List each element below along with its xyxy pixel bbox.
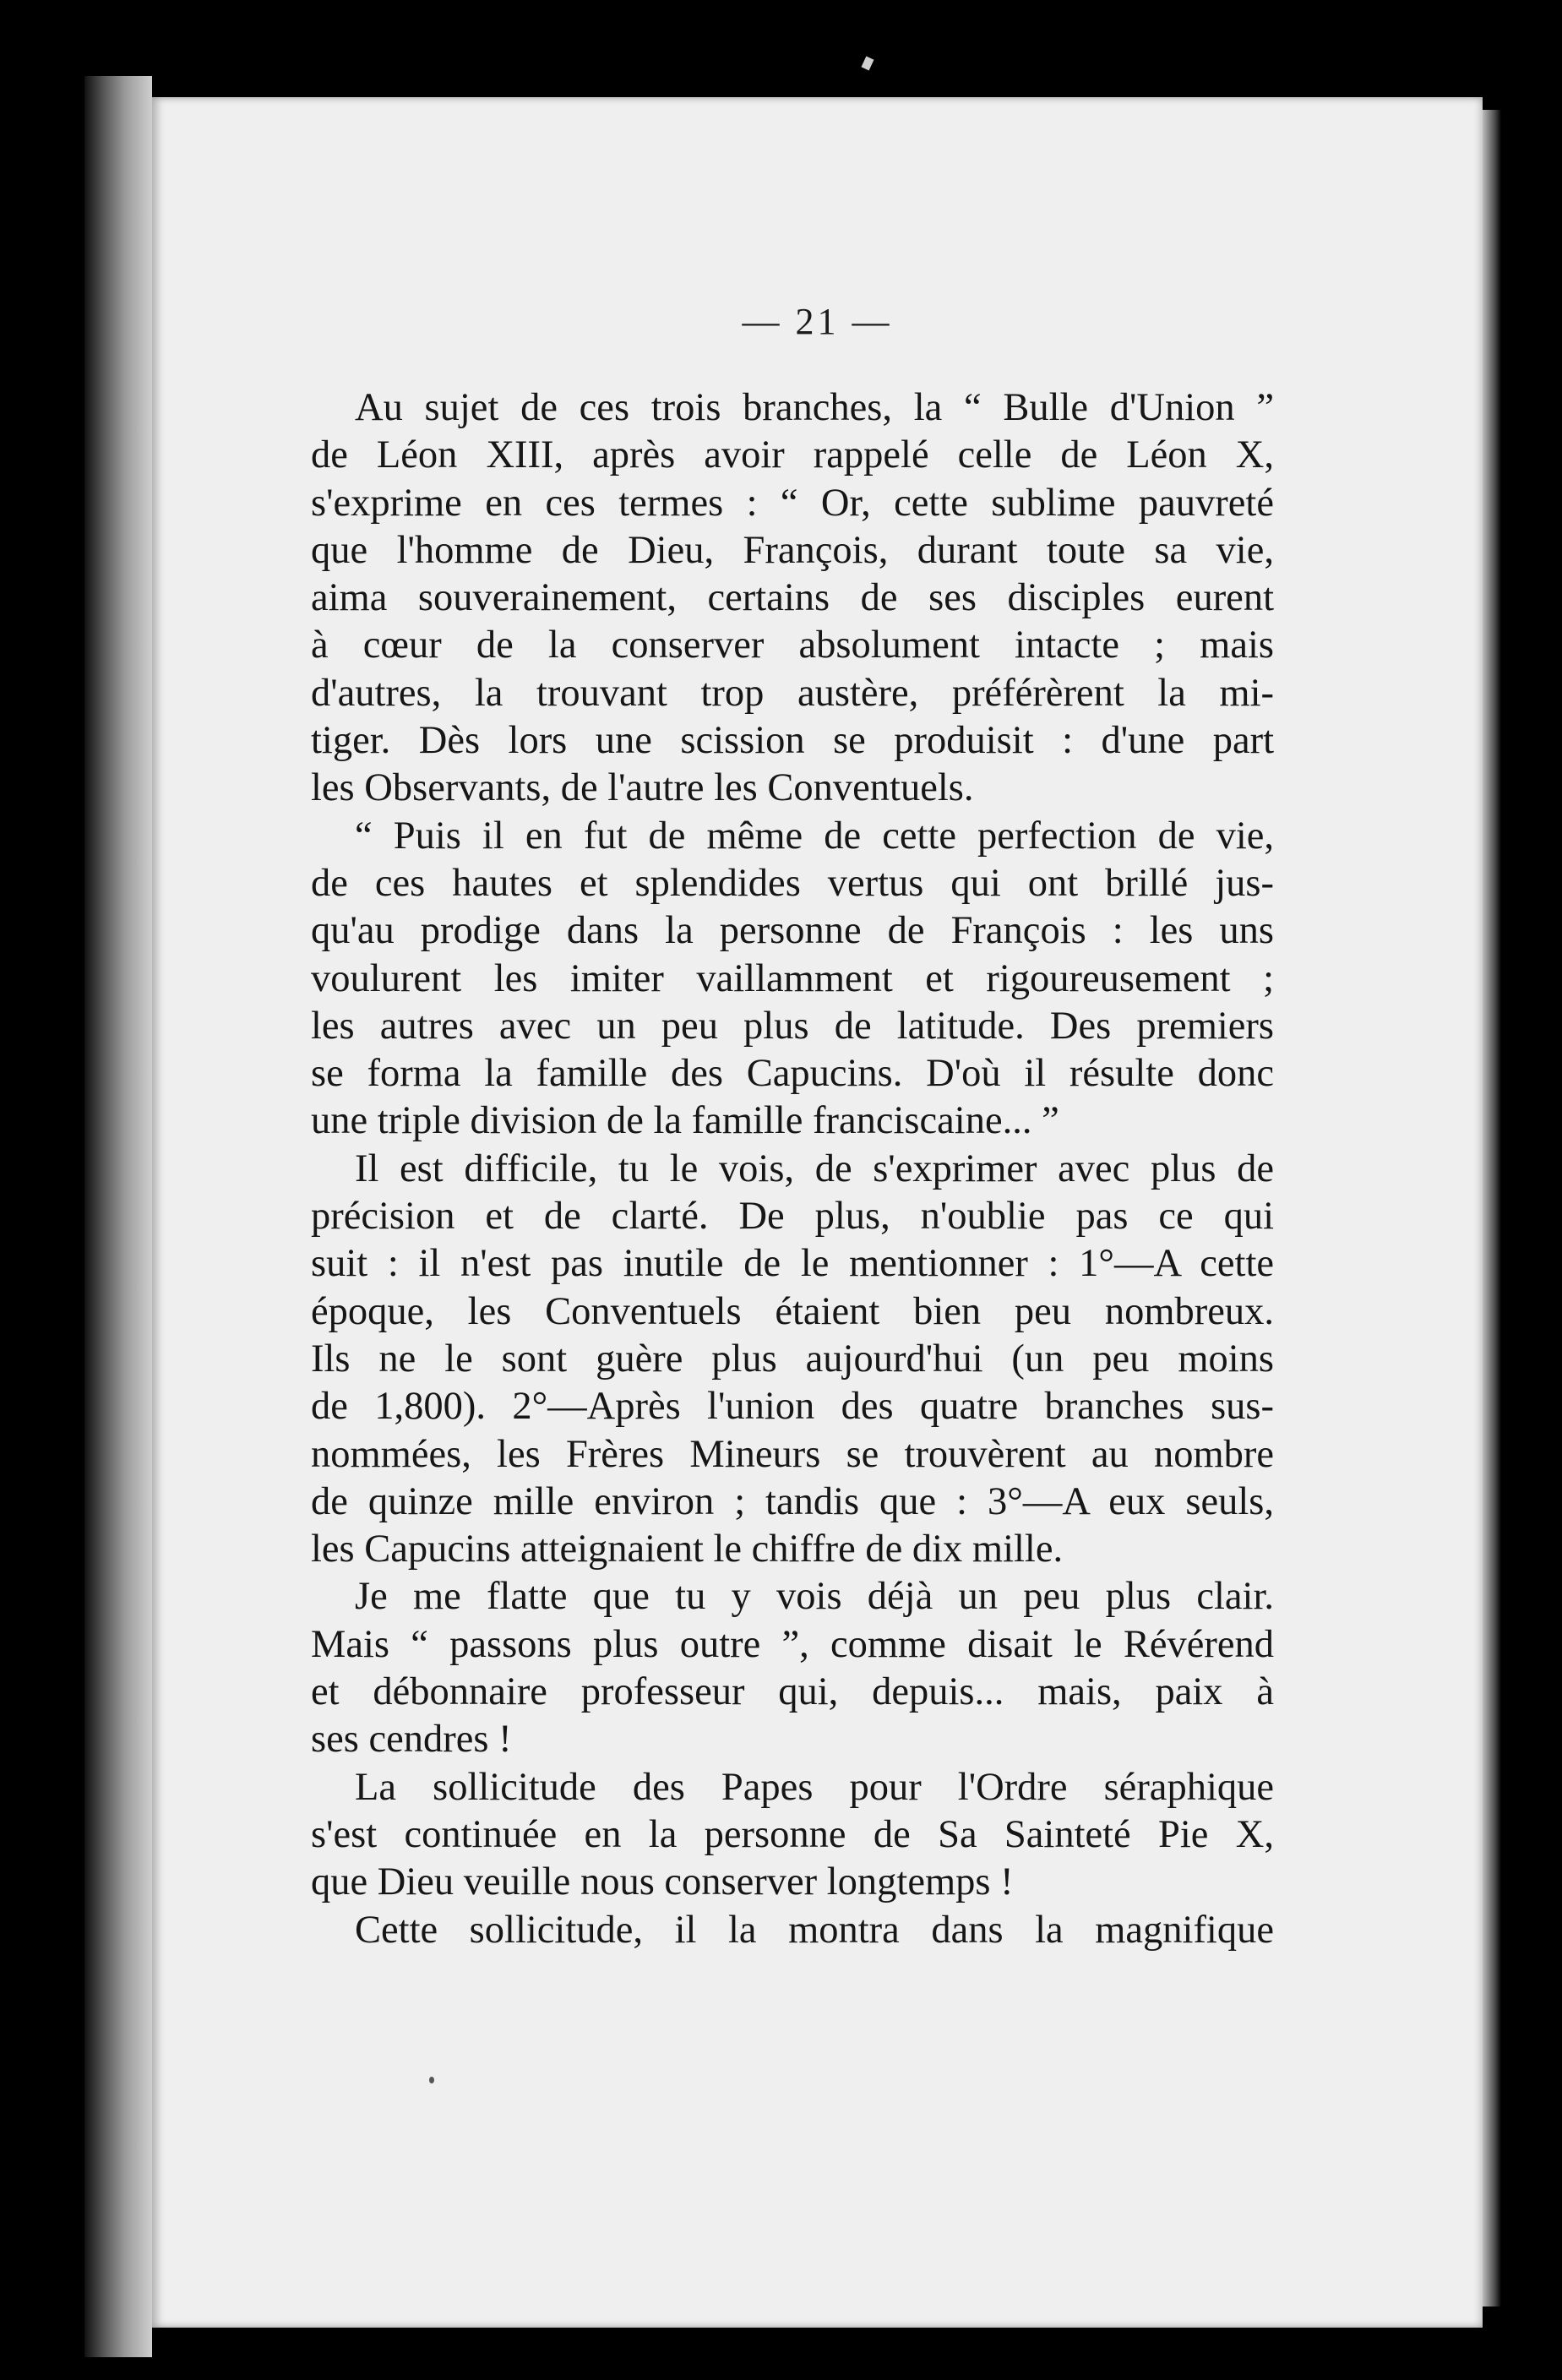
text-line: qu'au prodige dans la personne de François : les uns <box>311 909 1274 953</box>
page-number: — 21 — <box>742 301 893 342</box>
page-edge <box>1483 110 1501 2306</box>
text-line: à cœur de la conserver absolument intacte ; mais <box>311 624 1274 667</box>
text-line: les Capucins atteignaient le chiffre de dix mille. <box>311 1528 1064 1571</box>
text-line: et débonnaire professeur qui, depuis... mais, paix à <box>311 1670 1274 1714</box>
text-line: de quinze mille environ ; tandis que : 3°—A eux seuls, <box>311 1479 1274 1523</box>
text-line: aima souverainement, certains de ses disciples eurent <box>311 576 1274 620</box>
text-line: précision et de clarté. De plus, n'oublie pas ce qui <box>311 1195 1274 1239</box>
text-line: se forma la famille des Capucins. D'où il résulte donc <box>311 1052 1274 1096</box>
text-line: Au sujet de ces trois branches, la “ Bulle d'Union ” <box>355 386 1274 429</box>
text-line: Je me flatte que tu y vois déjà un peu plus clair. <box>355 1575 1274 1619</box>
text-line: les autres avec un peu plus de latitude. Des premiers <box>311 1004 1274 1048</box>
text-line: La sollicitude des Papes pour l'Ordre séraphique <box>355 1765 1274 1809</box>
text-line: de 1,800). 2°—Après l'union des quatre branches sus- <box>311 1385 1274 1429</box>
text-line: les Observants, de l'autre les Conventuels. <box>311 766 974 810</box>
text-line: “ Puis il en fut de même de cette perfection de vie, <box>355 814 1274 858</box>
text-line: s'est continuée en la personne de Sa Sainteté Pie X, <box>311 1812 1274 1856</box>
text-line: d'autres, la trouvant trop austère, préférèrent la mi- <box>311 671 1274 715</box>
text-line: s'exprime en ces termes : “ Or, cette sublime pauvreté <box>311 481 1274 525</box>
text-line: que Dieu veuille nous conserver longtemps ! <box>311 1860 1014 1904</box>
ink-speck <box>429 2077 434 2083</box>
text-line: de ces hautes et splendides vertus qui ont brillé jus- <box>311 861 1274 905</box>
text-line: Cette sollicitude, il la montra dans la magnifique <box>355 1908 1274 1952</box>
text-line: voulurent les imiter vaillamment et rigoureusement ; <box>311 956 1274 1000</box>
text-line: nommées, les Frères Mineurs se trouvèrent au nombre <box>311 1432 1274 1476</box>
text-line: de Léon XIII, après avoir rappelé celle de Léon X, <box>311 433 1274 477</box>
text-line: ses cendres ! <box>311 1718 512 1762</box>
text-line: époque, les Conventuels étaient bien peu nombreux. <box>311 1289 1274 1333</box>
text-line: Mais “ passons plus outre ”, comme disait le Révérend <box>311 1622 1274 1666</box>
text-line: suit : il n'est pas inutile de le mentionner : 1°—A cette <box>311 1242 1274 1286</box>
book-spine-shadow <box>84 76 152 2357</box>
text-line: tiger. Dès lors une scission se produisit : d'une part <box>311 719 1274 763</box>
text-line: Il est difficile, tu le vois, de s'exprimer avec plus de <box>355 1146 1274 1190</box>
text-line: que l'homme de Dieu, François, durant toute sa vie, <box>311 528 1274 572</box>
text-line: Ils ne le sont guère plus aujourd'hui (un peu moins <box>311 1337 1274 1381</box>
body-text <box>311 384 1274 1954</box>
text-line: une triple division de la famille franciscaine... ” <box>311 1099 1059 1143</box>
